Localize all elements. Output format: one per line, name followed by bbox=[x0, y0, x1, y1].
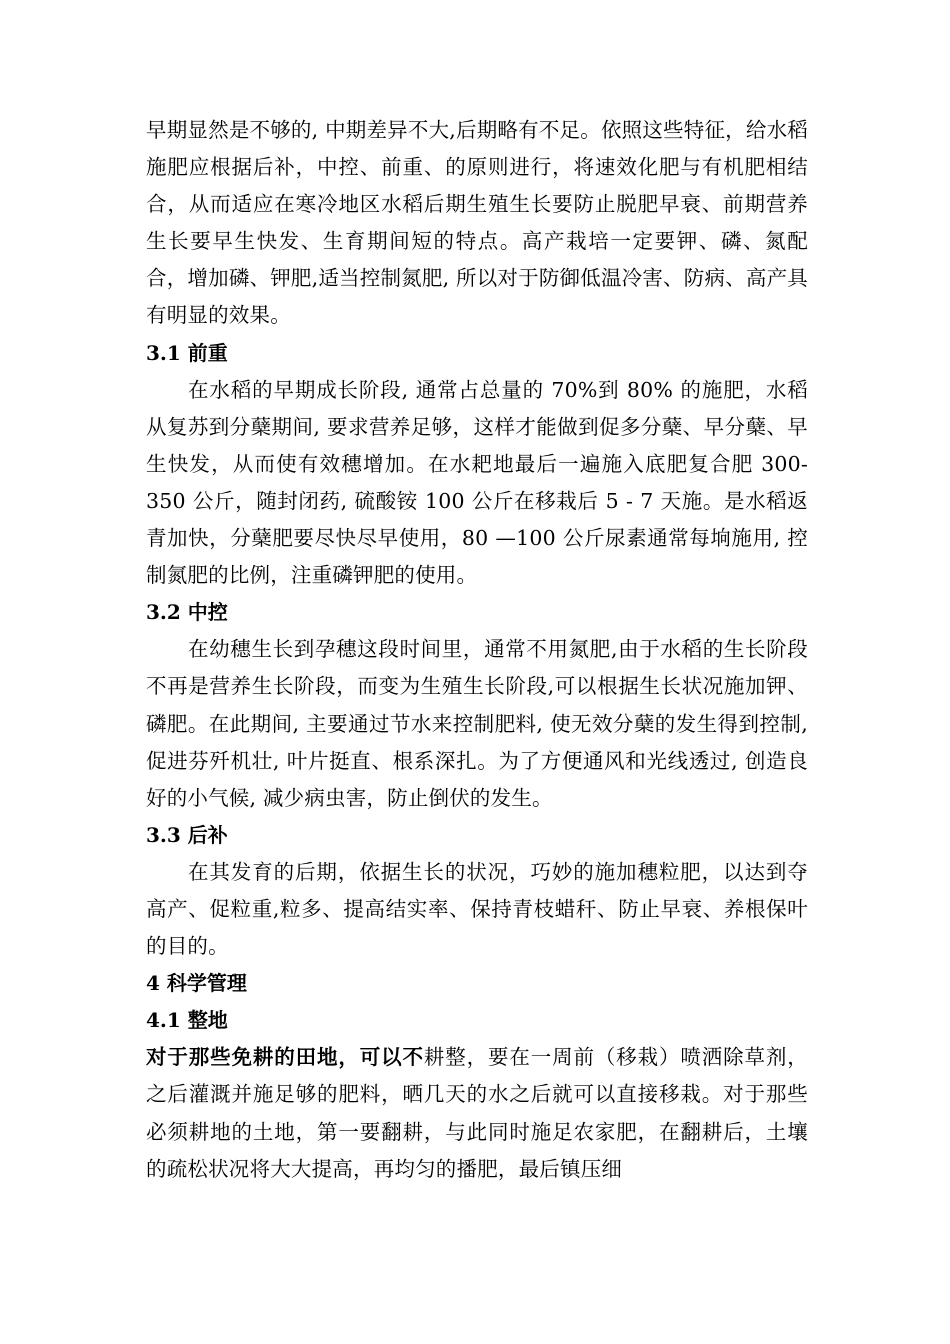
section-3-2-heading: 3.2 中控 bbox=[146, 600, 228, 625]
intro-paragraph: 早期显然是不够的, 中期差异不大,后期略有不足。依照这些特征，给水稻施肥应根据后补，中控、前重、的原则进行，将速效化肥与有机肥相结合，从而适应在寒冷地区水稻后期生殖生长要防止脱肥早衰、前期营养生长要早生快发、生育期间短的特点。高产栽培一定要钾、磷、氮配合，增加磷、钾肥,适当控制氮肥, 所以对于防御低温冷害、防病、高产具有明显的效果。 bbox=[146, 118, 808, 328]
document-body bbox=[146, 112, 808, 1188]
section-4-heading: 4 科学管理 bbox=[146, 971, 247, 996]
section-4-1-paragraph bbox=[146, 1039, 808, 1187]
section-3-2-paragraph: 在幼穗生长到孕穗这段时间里，通常不用氮肥,由于水稻的生长阶段不再是营养生长阶段，而变为生殖生长阶段,可以根据生长状况施加钾、磷肥。在此期间, 主要通过节水来控制肥料, 使无效分蘖的发生得到控制, 促进芬歼机壮, 叶片挺直、根系深扎。为了方便通风和光线透过, 创造良好的小气候, 减少病虫害，防止倒伏的发生。 bbox=[146, 637, 808, 810]
section-3-3-heading: 3.3 后补 bbox=[146, 822, 228, 847]
section-3-3-paragraph: 在其发育的后期，依据生长的状况，巧妙的施加穗粒肥，以达到夺高产、促粒重,粒多、提高结实率、保持青枝蜡秆、防止早衰、养根保叶的目的。 bbox=[146, 859, 808, 959]
section-4-1-body-text: 耕整，要在一周前（移栽）喷洒除草剂，之后灌溉并施足够的肥料，晒几天的水之后就可以直接移栽。对于那些必须耕地的土地，第一要翻耕，与此同时施足农家肥，在翻耕后，土壤的疏松状况将大大提高，再均匀的播肥，最后镇压细 bbox=[146, 1045, 808, 1181]
section-4-1-bold-lead: 对于那些免耕的田地，可以不 bbox=[146, 1045, 424, 1070]
section-4-1-heading: 4.1 整地 bbox=[146, 1008, 228, 1033]
section-3-1-paragraph: 在水稻的早期成长阶段, 通常占总量的 70%到 80% 的施肥，水稻从复苏到分蘖期间, 要求营养足够，这样才能做到促多分蘖、早分蘖、早生快发，从而使有效穗增加。在水耙地最后一遍施入底肥复合肥 300-350 公斤，随封闭药, 硫酸铵 100 公斤在移栽后 5 - 7 天施。是水稻返青加快，分蘖肥要尽快尽早使用，80 —100 公斤尿素通常每垧施用, 控制氮肥的比例，注重磷钾肥的使用。 bbox=[146, 377, 808, 588]
section-3-1-heading: 3.1 前重 bbox=[146, 340, 228, 365]
